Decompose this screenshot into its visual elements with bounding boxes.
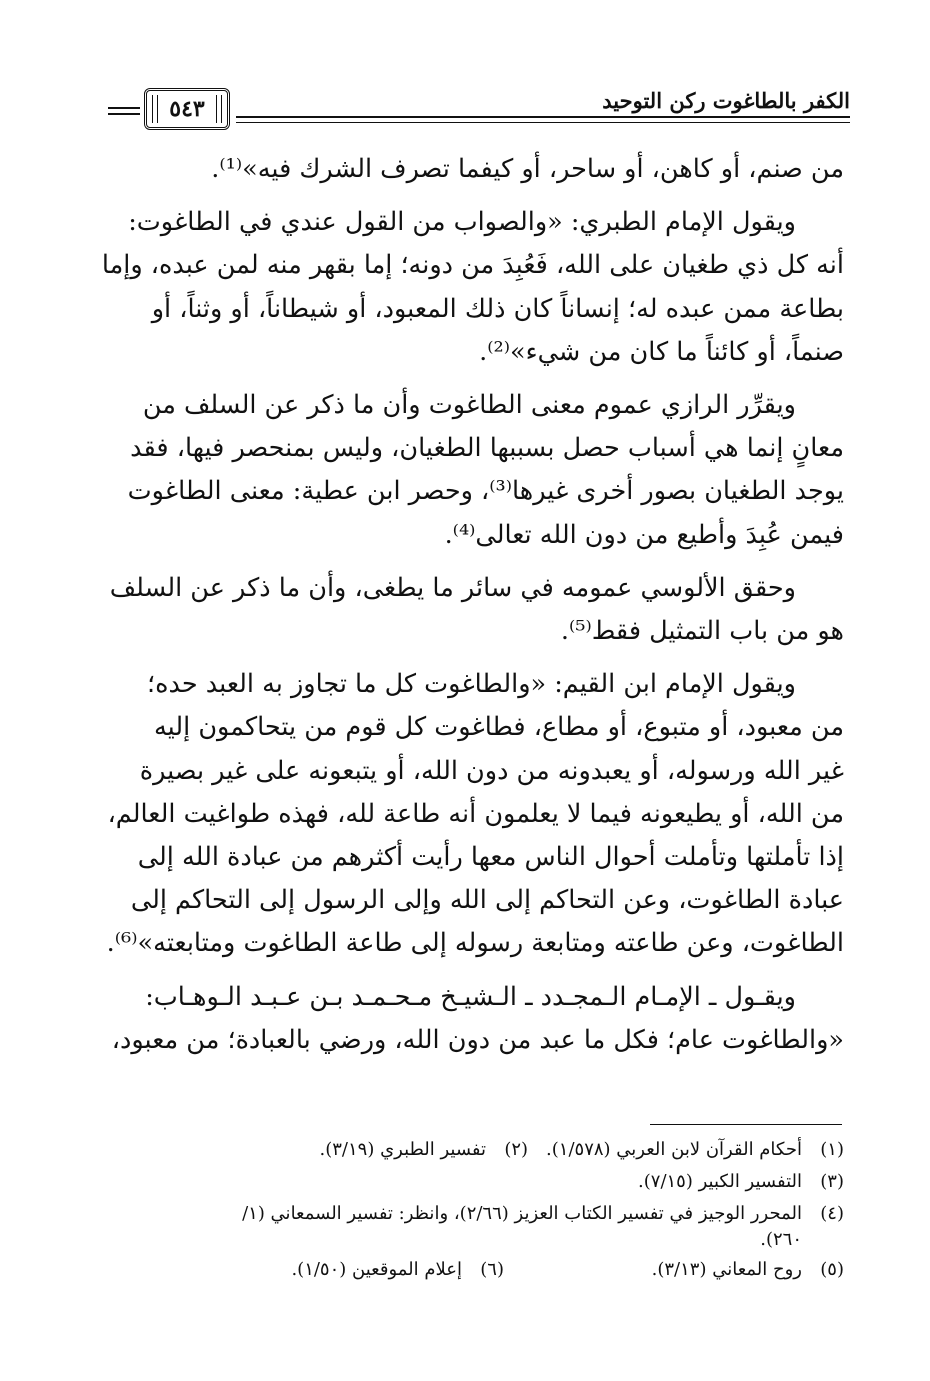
text-line: من صنم، أو كاهن، أو ساحر، أو كيفما تصرف الشرك فيه»⁽¹⁾. xyxy=(211,154,844,184)
text-line: يوجد الطغيان بصور أخرى غيرها⁽³⁾، وحصر ابن عطية: معنى الطاغوت xyxy=(127,476,844,507)
text-line: الطاغوت، وعن طاعته ومتابعة رسوله إلى طاعة الطاغوت ومتابعته»⁽⁶⁾. xyxy=(106,928,844,959)
text-line: غير الله ورسوله، أو يعبدونه من دون الله، أو يتبعونه على غير بصيرة xyxy=(139,755,844,786)
text-line: صنماً، أو كائناً ما كان من شيء»⁽²⁾. xyxy=(479,336,844,367)
text-line: فيمن عُبِدَ وأطيع من دون الله تعالى⁽⁴⁾. xyxy=(444,519,844,550)
footnote-number: (٤) xyxy=(820,1203,844,1224)
paragraph xyxy=(104,384,844,557)
header-title: الكفر بالطاغوت ركن التوحيد xyxy=(602,88,850,113)
footnote-number: (٦) xyxy=(480,1259,504,1280)
footnote-row xyxy=(104,1135,844,1165)
paragraph xyxy=(104,148,844,191)
footnote-row xyxy=(104,1167,844,1197)
footnote-text: المحرر الوجيز في تفسير الكتاب العزيز (٢/٦٦)، وانظر: تفسير السمعاني (١/ xyxy=(242,1203,802,1224)
text-line: ويقرِّر الرازي عموم معنى الطاغوت وأن ما ذكر عن السلف من xyxy=(142,390,796,421)
page-number-frame xyxy=(144,88,230,130)
text-line: «والطاغوت عام؛ فكل ما عبد من دون الله، ورضي بالعبادة؛ من معبود، xyxy=(111,1024,844,1055)
footnote-text: إعلام الموقعين (١/٥٠). xyxy=(291,1259,462,1280)
footnote-row xyxy=(104,1199,844,1229)
header-rule xyxy=(108,113,140,115)
footnote-text: التفسير الكبير (٧/١٥). xyxy=(638,1171,802,1192)
paragraph xyxy=(101,201,844,374)
footnote-text: تفسير الطبري (٣/١٩). xyxy=(319,1139,487,1160)
running-header xyxy=(108,82,850,142)
text-line: ويقول الإمام الطبري: «والصواب من القول عندي في الطاغوت: xyxy=(128,207,796,238)
footnote-number: (١) xyxy=(820,1139,844,1160)
text-line: من معبود، أو متبوع، أو مطاع، فطاغوت كل قوم من يتحاكمون إليه xyxy=(154,712,844,743)
header-rule xyxy=(236,116,850,118)
footnote-separator xyxy=(650,1124,842,1125)
text-line: بطاعة ممن عبده له؛ إنساناً كان ذلك المعبود، أو شيطاناً، أو وثناً، أو xyxy=(151,293,844,324)
page-number: ٥٤٣ xyxy=(169,96,205,122)
paragraph xyxy=(104,976,844,1062)
text-line: إذا تأملتها وتأملت أحوال الناس معها رأيت أكثرهم من عبادة الله إلى xyxy=(137,842,844,873)
footnotes xyxy=(104,1135,844,1287)
paragraph xyxy=(104,663,844,965)
text-line: ويقـول ـ الإمـام الـمجـدد ـ الـشيـخ مـحـمـد بـن عـبـد الـوهـاب: xyxy=(145,981,796,1012)
main-text xyxy=(101,148,844,1072)
text-line: هو من باب التمثيل فقط⁽⁵⁾. xyxy=(560,616,844,647)
footnote-text: روح المعاني (٣/١٣). xyxy=(651,1259,802,1280)
paragraph xyxy=(104,567,844,653)
text-line: أنه كل ذي طغيان على الله، فَعُبِدَ من دونه؛ إما بقهر منه لمن عبده، وإما xyxy=(101,250,844,281)
text-line: معانٍ إنما هي أسباب حصل بسببها الطغيان، وليس بمنحصر فيها، فقد xyxy=(130,433,844,464)
text-line: وحقق الألوسي عمومه في سائر ما يطغى، وأن ما ذكر عن السلف xyxy=(109,572,796,603)
footnote-row xyxy=(104,1255,844,1285)
text-line: عبادة الطاغوت، وعن التحاكم إلى الله وإلى الرسول إلى التحاكم إلى xyxy=(130,885,844,916)
footnote-number: (٣) xyxy=(820,1171,844,1192)
header-rule xyxy=(108,107,140,109)
header-rule xyxy=(236,122,850,123)
footnote-text: أحكام القرآن لابن العربي (١/٥٧٨). xyxy=(546,1139,802,1160)
footnote-continuation: ٢٦٠). xyxy=(760,1229,802,1250)
footnote-number: (٥) xyxy=(820,1259,844,1280)
text-line: ويقول الإمام ابن القيم: «والطاغوت كل ما تجاوز به العبد حده؛ xyxy=(147,669,796,700)
text-line: من الله، أو يطيعونه فيما لا يعلمون أنه طاعة لله، فهذه طواغيت العالم، xyxy=(107,798,844,829)
footnote-number: (٢) xyxy=(504,1139,529,1160)
